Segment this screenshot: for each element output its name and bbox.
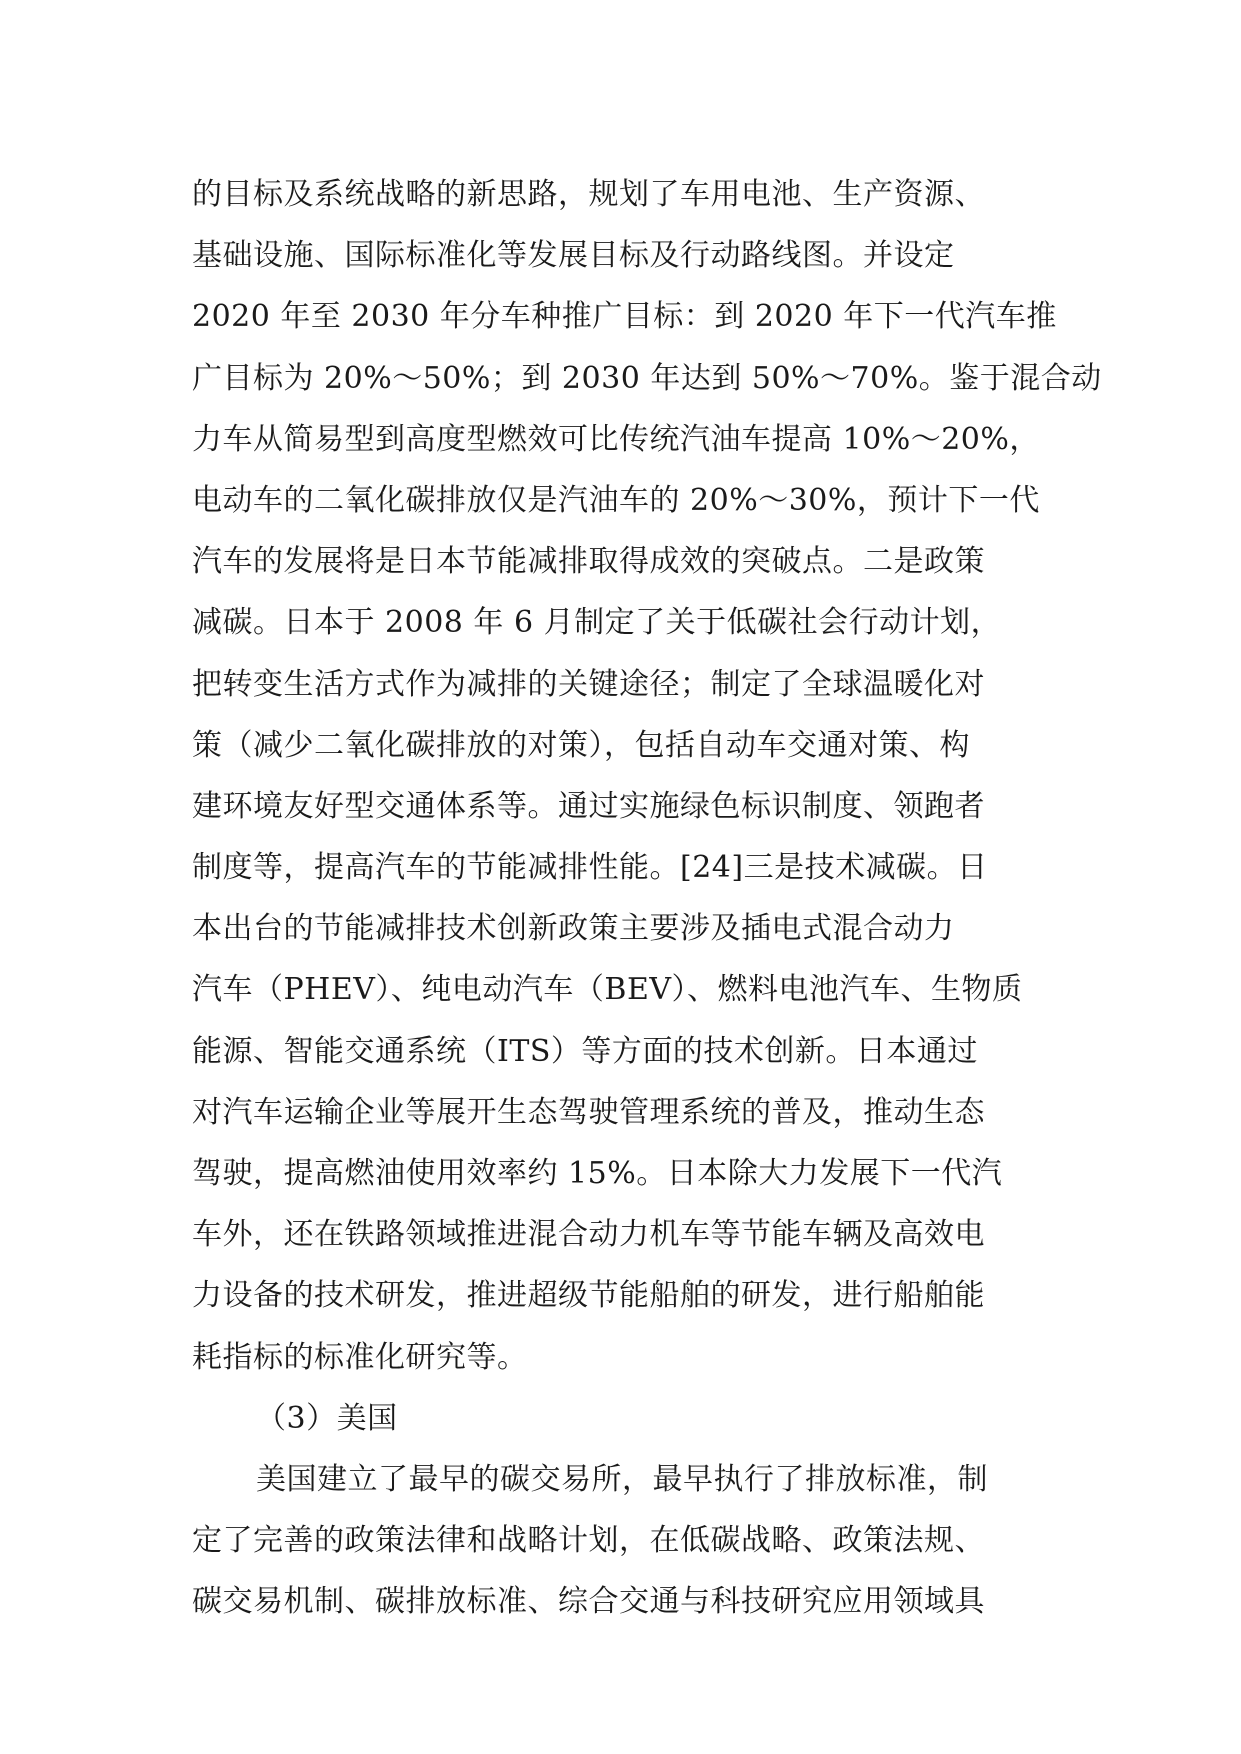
paragraph-1-line: 力设备的技术研发，推进超级节能船舶的研发，进行船舶能: [192, 1278, 985, 1314]
paragraph-1-line: 汽车（PHEV）、纯电动汽车（BEV）、燃料电池汽车、生物质: [192, 972, 1023, 1008]
paragraph-1-line: 把转变生活方式作为减排的关键途径；制定了全球温暖化对: [192, 666, 985, 702]
paragraph-1-line: 的目标及系统战略的新思路，规划了车用电池、生产资源、: [192, 177, 985, 212]
section-heading: （3）美国: [256, 1400, 398, 1436]
paragraph-2-line: 定了完善的政策法律和战略计划，在低碳战略、政策法规、: [192, 1523, 985, 1559]
paragraph-1-line: 力车从简易型到高度型燃效可比传统汽油车提高 10%～20%，: [192, 421, 1040, 457]
paragraph-1-line: 策（减少二氧化碳排放的对策），包括自动车交通对策、构: [192, 727, 970, 763]
paragraph-1-line: 能源、智能交通系统（ITS）等方面的技术创新。日本通过: [192, 1033, 978, 1069]
paragraph-1-line: 建环境友好型交通体系等。通过实施绿色标识制度、领跑者: [192, 788, 985, 824]
paragraph-1-line: 本出台的节能减排技术创新政策主要涉及插电式混合动力: [192, 911, 955, 947]
paragraph-2-line: 碳交易机制、碳排放标准、综合交通与科技研究应用领域具: [192, 1584, 985, 1620]
paragraph-1-line: 2020 年至 2030 年分车种推广目标：到 2020 年下一代汽车推: [192, 299, 1057, 335]
paragraph-1-line: 电动车的二氧化碳排放仅是汽油车的 20%～30%，预计下一代: [192, 482, 1040, 518]
paragraph-1-line: 广目标为 20%～50%；到 2030 年达到 50%～70%。鉴于混合动: [192, 360, 1102, 396]
body-text: [192, 164, 1102, 1633]
paragraph-1-line: 耗指标的标准化研究等。: [192, 1339, 528, 1375]
paragraph-1-line: 基础设施、国际标准化等发展目标及行动路线图。并设定: [192, 238, 955, 274]
paragraph-1-line: 对汽车运输企业等展开生态驾驶管理系统的普及，推动生态: [192, 1094, 985, 1130]
paragraph-1-line: 驾驶，提高燃油使用效率约 15%。日本除大力发展下一代汽: [192, 1156, 1003, 1191]
paragraph-1-line: 减碳。日本于 2008 年 6 月制定了关于低碳社会行动计划，: [192, 605, 1002, 641]
paragraph-1-line: 汽车的发展将是日本节能减排取得成效的突破点。二是政策: [192, 544, 985, 580]
paragraph-1-line: 车外，还在铁路领域推进混合动力机车等节能车辆及高效电: [192, 1217, 985, 1253]
paragraph-1-line: 制度等，提高汽车的节能减排性能。[24]三是技术减碳。日: [192, 850, 988, 886]
paragraph-2-line: 美国建立了最早的碳交易所，最早执行了排放标准，制: [256, 1461, 988, 1497]
